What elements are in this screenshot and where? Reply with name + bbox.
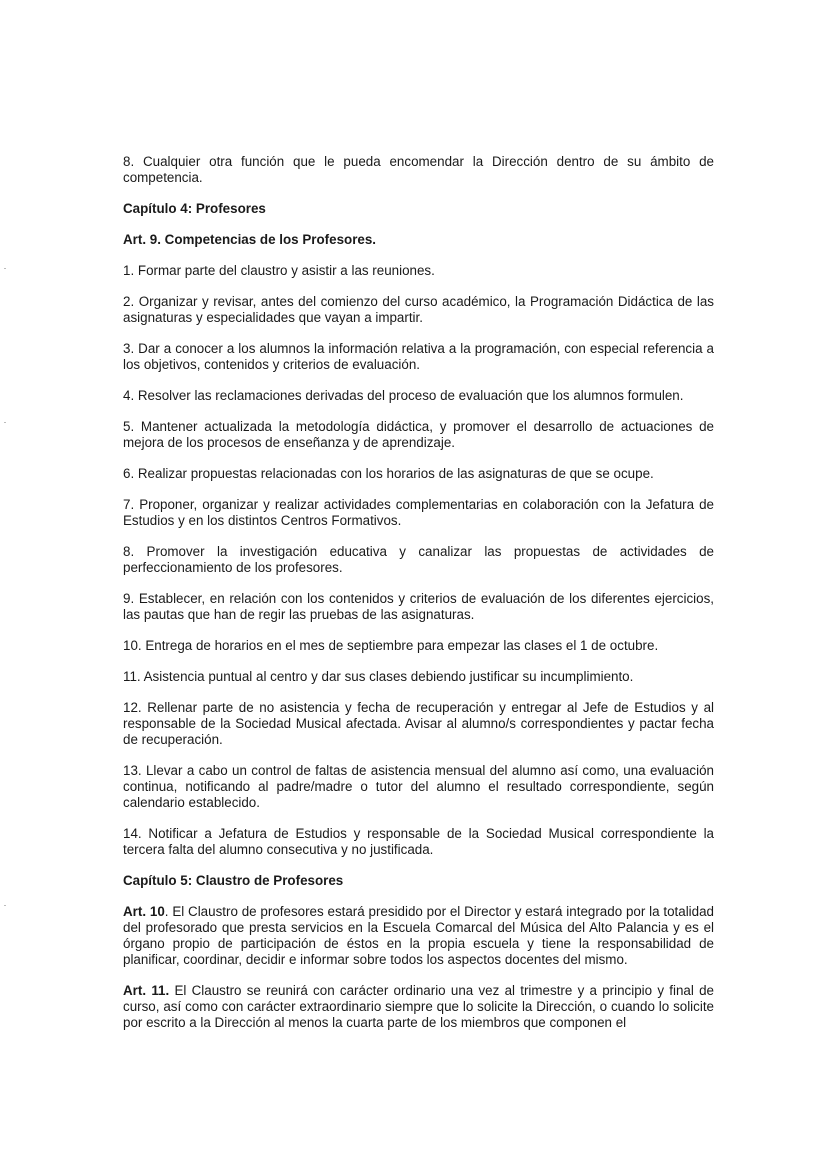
list-item: 12. Rellenar parte de no asistencia y fecha de recuperación y entregar al Jefe de Estudios y al responsable de la Sociedad Musical afectada. Avisar al alumno/s correspondientes y pactar fecha de recuperación. (123, 700, 714, 747)
scan-speck (4, 422, 6, 423)
chapter-title: Capítulo 4: Profesores (123, 201, 266, 216)
list-item: 7. Proponer, organizar y realizar actividades complementarias en colaboración con la Jefatura de Estudios y en los distintos Centros Formativos. (123, 497, 714, 528)
list-item: 1. Formar parte del claustro y asistir a las reuniones. (123, 263, 435, 278)
list-item: 14. Notificar a Jefatura de Estudios y responsable de la Sociedad Musical correspondiente la tercera falta del alumno consecutiva y no justificada. (123, 826, 714, 857)
list-item: 5. Mantener actualizada la metodología didáctica, y promover el desarrollo de actuaciones de mejora de los procesos de enseñanza y de aprendizaje. (123, 419, 714, 450)
list-item: 4. Resolver las reclamaciones derivadas del proceso de evaluación que los alumnos formulen. (123, 388, 684, 403)
chapter-title: Capítulo 5: Claustro de Profesores (123, 873, 344, 888)
article-text: El Claustro se reunirá con carácter ordinario una vez al trimestre y a principio y final de curso, así como con carácter extraordinario siempre que lo solicite la Dirección, o cuando lo solicite por escrito a la Dirección al menos la cuarta parte de los miembros que componen el (123, 983, 714, 1030)
article-title: Art. 9. Competencias de los Profesores. (123, 232, 377, 247)
article-label: Art. 10 (123, 904, 165, 919)
article-label: Art. 11. (123, 983, 170, 998)
list-item: 10. Entrega de horarios en el mes de septiembre para empezar las clases el 1 de octubre. (123, 638, 659, 653)
list-item: 13. Llevar a cabo un control de faltas de asistencia mensual del alumno así como, una evaluación continua, notificando al padre/madre o tutor del alumno el resultado correspondiente, según calendario establecido. (123, 763, 714, 810)
document-page (123, 154, 714, 1046)
article-paragraph (123, 904, 714, 968)
list-item: 11. Asistencia puntual al centro y dar sus clases debiendo justificar su incumplimiento. (123, 669, 634, 684)
list-item: 8. Promover la investigación educativa y canalizar las propuestas de actividades de perfeccionamiento de los profesores. (123, 544, 714, 575)
list-item: 2. Organizar y revisar, antes del comienzo del curso académico, la Programación Didáctica de las asignaturas y especialidades que vayan a impartir. (123, 294, 714, 325)
article-text: . El Claustro de profesores estará presidido por el Director y estará integrado por la totalidad del profesorado que presta servicios en la Escuela Comarcal del Música del Alto Palancia y es el órgano propio de participación de éstos en la propia escuela y tiene la responsabilidad de planificar, coordinar, decidir e informar sobre todos los aspectos docentes del mismo. (123, 904, 714, 967)
scan-speck (4, 268, 6, 269)
article-paragraph (123, 983, 714, 1031)
scan-speck (4, 905, 6, 906)
list-item: 6. Realizar propuestas relacionadas con los horarios de las asignaturas de que se ocupe. (123, 466, 654, 481)
list-item: 3. Dar a conocer a los alumnos la información relativa a la programación, con especial referencia a los objetivos, contenidos y criterios de evaluación. (123, 341, 714, 372)
list-item: 8. Cualquier otra función que le pueda encomendar la Dirección dentro de su ámbito de competencia. (123, 154, 714, 185)
list-item: 9. Establecer, en relación con los contenidos y criterios de evaluación de los diferentes ejercicios, las pautas que han de regir las pruebas de las asignaturas. (123, 591, 714, 622)
